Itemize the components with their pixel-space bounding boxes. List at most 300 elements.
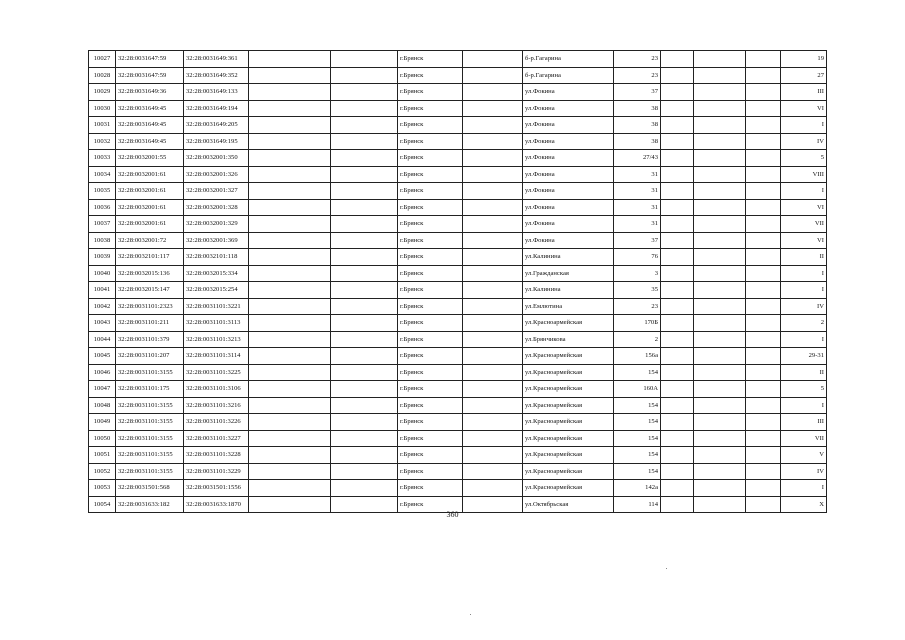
cell-empty <box>694 463 746 480</box>
cell-object-cadastral-number: 32:28:0031501:1556 <box>184 480 249 497</box>
cell-parcel-cadastral-number: 32:28:0032001:55 <box>116 150 184 167</box>
cell-empty <box>463 298 523 315</box>
table-row <box>89 67 827 84</box>
cell-empty <box>331 84 398 101</box>
cell-empty <box>463 265 523 282</box>
cell-premises: V <box>781 447 827 464</box>
cell-empty <box>463 397 523 414</box>
cell-parcel-cadastral-number: 32:28:0031101:211 <box>116 315 184 332</box>
cell-object-cadastral-number: 32:28:0031633:1870 <box>184 496 249 513</box>
cell-empty <box>694 430 746 447</box>
cell-empty <box>249 348 331 365</box>
cell-city: г.Брянск <box>398 199 463 216</box>
cell-empty <box>746 51 781 68</box>
cell-empty <box>463 199 523 216</box>
cell-object-cadastral-number: 32:28:0032001:326 <box>184 166 249 183</box>
cell-city: г.Брянск <box>398 84 463 101</box>
cell-record-number: 10028 <box>89 67 116 84</box>
cell-empty <box>249 232 331 249</box>
cell-empty <box>694 117 746 134</box>
cell-object-cadastral-number: 32:28:0031101:3106 <box>184 381 249 398</box>
cell-street: ул.Калинина <box>523 282 614 299</box>
cell-premises: III <box>781 414 827 431</box>
table-row <box>89 51 827 68</box>
cell-city: г.Брянск <box>398 249 463 266</box>
cell-parcel-cadastral-number: 32:28:0032001:61 <box>116 183 184 200</box>
cell-record-number: 10033 <box>89 150 116 167</box>
cell-premises: I <box>781 183 827 200</box>
cell-empty <box>694 282 746 299</box>
cell-premises: I <box>781 282 827 299</box>
cell-empty <box>661 199 694 216</box>
cell-city: г.Брянск <box>398 216 463 233</box>
cell-premises: VII <box>781 216 827 233</box>
cell-empty <box>661 364 694 381</box>
cell-empty <box>661 298 694 315</box>
cell-house: 170Б <box>614 315 661 332</box>
table-row <box>89 331 827 348</box>
cell-empty <box>249 364 331 381</box>
cell-city: г.Брянск <box>398 51 463 68</box>
cell-empty <box>331 216 398 233</box>
table-row <box>89 183 827 200</box>
cell-parcel-cadastral-number: 32:28:0031649:45 <box>116 100 184 117</box>
cell-street: ул.Красноармейская <box>523 463 614 480</box>
cell-empty <box>463 249 523 266</box>
cell-empty <box>249 298 331 315</box>
cell-empty <box>746 100 781 117</box>
cell-city: г.Брянск <box>398 348 463 365</box>
cell-street: ул.Красноармейская <box>523 381 614 398</box>
cell-parcel-cadastral-number: 32:28:0032015:136 <box>116 265 184 282</box>
cell-empty <box>331 298 398 315</box>
cell-empty <box>694 100 746 117</box>
cell-empty <box>463 51 523 68</box>
cell-parcel-cadastral-number: 32:28:0031101:3155 <box>116 397 184 414</box>
cell-empty <box>331 265 398 282</box>
cell-object-cadastral-number: 32:28:0031649:205 <box>184 117 249 134</box>
cell-empty <box>746 216 781 233</box>
cell-empty <box>746 199 781 216</box>
cell-empty <box>661 133 694 150</box>
cell-premises: IV <box>781 133 827 150</box>
cell-parcel-cadastral-number: 32:28:0032001:61 <box>116 199 184 216</box>
page-number: 360 <box>446 510 459 519</box>
cell-empty <box>249 397 331 414</box>
cell-empty <box>463 315 523 332</box>
cell-empty <box>249 150 331 167</box>
cell-empty <box>661 84 694 101</box>
cell-empty <box>463 430 523 447</box>
cell-city: г.Брянск <box>398 496 463 513</box>
cell-empty <box>661 51 694 68</box>
cell-empty <box>661 414 694 431</box>
cell-street: ул.Красноармейская <box>523 414 614 431</box>
cell-empty <box>694 67 746 84</box>
table-row <box>89 364 827 381</box>
cell-house: 35 <box>614 282 661 299</box>
cell-empty <box>746 381 781 398</box>
cell-empty <box>746 183 781 200</box>
cell-empty <box>661 249 694 266</box>
cell-record-number: 10054 <box>89 496 116 513</box>
cell-city: г.Брянск <box>398 381 463 398</box>
cell-house: 37 <box>614 84 661 101</box>
cell-house: 3 <box>614 265 661 282</box>
cell-empty <box>463 348 523 365</box>
cell-object-cadastral-number: 32:28:0032001:328 <box>184 199 249 216</box>
cell-empty <box>694 298 746 315</box>
table-row <box>89 249 827 266</box>
cell-empty <box>746 463 781 480</box>
cell-premises: I <box>781 331 827 348</box>
cell-empty <box>661 447 694 464</box>
cell-city: г.Брянск <box>398 331 463 348</box>
cell-premises: II <box>781 249 827 266</box>
cell-empty <box>249 480 331 497</box>
cell-record-number: 10029 <box>89 84 116 101</box>
table-row <box>89 463 827 480</box>
cell-empty <box>661 265 694 282</box>
cell-object-cadastral-number: 32:28:0031101:3226 <box>184 414 249 431</box>
cell-premises: IV <box>781 463 827 480</box>
cell-parcel-cadastral-number: 32:28:0031501:568 <box>116 480 184 497</box>
cell-street: ул.Красноармейская <box>523 430 614 447</box>
register-body <box>89 51 827 513</box>
table-row <box>89 447 827 464</box>
cell-empty <box>746 480 781 497</box>
cell-house: 76 <box>614 249 661 266</box>
cell-premises: I <box>781 265 827 282</box>
cell-record-number: 10035 <box>89 183 116 200</box>
cell-empty <box>463 216 523 233</box>
cell-empty <box>694 414 746 431</box>
table-row <box>89 298 827 315</box>
cell-empty <box>463 150 523 167</box>
cell-empty <box>249 414 331 431</box>
cell-city: г.Брянск <box>398 298 463 315</box>
cell-parcel-cadastral-number: 32:28:0031101:175 <box>116 381 184 398</box>
cell-empty <box>249 51 331 68</box>
cell-street: ул.Красноармейская <box>523 397 614 414</box>
cell-house: 37 <box>614 232 661 249</box>
cell-empty <box>694 133 746 150</box>
table-row <box>89 414 827 431</box>
cell-object-cadastral-number: 32:28:0032001:329 <box>184 216 249 233</box>
cell-empty <box>746 331 781 348</box>
cell-street: ул.Калинина <box>523 249 614 266</box>
cell-city: г.Брянск <box>398 150 463 167</box>
cell-empty <box>463 447 523 464</box>
cell-street: ул.Красноармейская <box>523 348 614 365</box>
cell-empty <box>694 265 746 282</box>
cell-record-number: 10027 <box>89 51 116 68</box>
cell-empty <box>694 447 746 464</box>
cell-record-number: 10043 <box>89 315 116 332</box>
table-row <box>89 216 827 233</box>
cell-street: ул.Фокина <box>523 100 614 117</box>
cell-street: б-р.Гагарина <box>523 51 614 68</box>
cell-empty <box>746 397 781 414</box>
cell-empty <box>463 67 523 84</box>
cell-empty <box>331 67 398 84</box>
cell-empty <box>694 84 746 101</box>
cell-record-number: 10041 <box>89 282 116 299</box>
cell-city: г.Брянск <box>398 397 463 414</box>
cell-house: 38 <box>614 117 661 134</box>
cell-object-cadastral-number: 32:28:0031649:133 <box>184 84 249 101</box>
cell-house: 114 <box>614 496 661 513</box>
cell-empty <box>249 265 331 282</box>
cell-empty <box>746 133 781 150</box>
cell-empty <box>463 117 523 134</box>
cell-parcel-cadastral-number: 32:28:0031647:59 <box>116 51 184 68</box>
cell-empty <box>249 249 331 266</box>
cell-street: ул.Фокина <box>523 133 614 150</box>
cell-street: ул.Фокина <box>523 199 614 216</box>
cell-premises: II <box>781 364 827 381</box>
cell-street: ул.Емлютина <box>523 298 614 315</box>
cell-empty <box>694 166 746 183</box>
cell-street: ул.Красноармейская <box>523 447 614 464</box>
cell-city: г.Брянск <box>398 232 463 249</box>
cell-empty <box>463 381 523 398</box>
cell-empty <box>746 414 781 431</box>
cell-empty <box>249 315 331 332</box>
cell-empty <box>746 117 781 134</box>
cell-city: г.Брянск <box>398 430 463 447</box>
cell-parcel-cadastral-number: 32:28:0031647:59 <box>116 67 184 84</box>
cell-parcel-cadastral-number: 32:28:0032001:61 <box>116 166 184 183</box>
table-row <box>89 397 827 414</box>
cell-empty <box>331 166 398 183</box>
cell-empty <box>661 397 694 414</box>
cell-empty <box>746 348 781 365</box>
cell-empty <box>746 166 781 183</box>
cell-premises: 19 <box>781 51 827 68</box>
cell-empty <box>331 447 398 464</box>
cell-record-number: 10036 <box>89 199 116 216</box>
cell-record-number: 10031 <box>89 117 116 134</box>
cell-parcel-cadastral-number: 32:28:0031101:3155 <box>116 463 184 480</box>
cell-empty <box>463 414 523 431</box>
cell-parcel-cadastral-number: 32:28:0032001:61 <box>116 216 184 233</box>
cell-city: г.Брянск <box>398 183 463 200</box>
cell-house: 156а <box>614 348 661 365</box>
cell-house: 154 <box>614 430 661 447</box>
cell-empty <box>331 348 398 365</box>
cell-object-cadastral-number: 32:28:0031101:3213 <box>184 331 249 348</box>
cell-empty <box>661 381 694 398</box>
cell-city: г.Брянск <box>398 67 463 84</box>
cell-empty <box>661 463 694 480</box>
cell-empty <box>331 150 398 167</box>
cell-empty <box>249 216 331 233</box>
cell-empty <box>746 315 781 332</box>
cell-empty <box>249 84 331 101</box>
cell-record-number: 10040 <box>89 265 116 282</box>
cell-parcel-cadastral-number: 32:28:0032001:72 <box>116 232 184 249</box>
cell-empty <box>694 51 746 68</box>
cell-empty <box>331 430 398 447</box>
cell-empty <box>331 364 398 381</box>
cell-empty <box>249 100 331 117</box>
cell-empty <box>694 331 746 348</box>
cell-record-number: 10045 <box>89 348 116 365</box>
cell-record-number: 10044 <box>89 331 116 348</box>
cell-street: ул.Фокина <box>523 150 614 167</box>
cell-empty <box>661 166 694 183</box>
table-row <box>89 199 827 216</box>
cell-object-cadastral-number: 32:28:0031101:3113 <box>184 315 249 332</box>
property-register-table <box>88 50 827 513</box>
cell-city: г.Брянск <box>398 265 463 282</box>
cell-empty <box>331 480 398 497</box>
cell-empty <box>249 463 331 480</box>
cell-empty <box>331 414 398 431</box>
cell-premises: X <box>781 496 827 513</box>
cell-empty <box>331 463 398 480</box>
cell-city: г.Брянск <box>398 282 463 299</box>
cell-empty <box>694 315 746 332</box>
cell-object-cadastral-number: 32:28:0032001:327 <box>184 183 249 200</box>
cell-record-number: 10034 <box>89 166 116 183</box>
cell-record-number: 10049 <box>89 414 116 431</box>
cell-empty <box>694 183 746 200</box>
cell-parcel-cadastral-number: 32:28:0031101:2323 <box>116 298 184 315</box>
table-row <box>89 480 827 497</box>
cell-empty <box>249 166 331 183</box>
cell-parcel-cadastral-number: 32:28:0031633:182 <box>116 496 184 513</box>
cell-street: ул.Фокина <box>523 183 614 200</box>
cell-object-cadastral-number: 32:28:0031649:361 <box>184 51 249 68</box>
cell-house: 31 <box>614 199 661 216</box>
table-row <box>89 150 827 167</box>
cell-empty <box>661 100 694 117</box>
cell-street: ул.Фокина <box>523 232 614 249</box>
cell-empty <box>463 133 523 150</box>
cell-object-cadastral-number: 32:28:0031649:194 <box>184 100 249 117</box>
cell-empty <box>463 463 523 480</box>
cell-empty <box>661 331 694 348</box>
cell-record-number: 10053 <box>89 480 116 497</box>
table-row <box>89 315 827 332</box>
cell-city: г.Брянск <box>398 166 463 183</box>
cell-empty <box>249 117 331 134</box>
cell-street: б-р.Гагарина <box>523 67 614 84</box>
cell-record-number: 10051 <box>89 447 116 464</box>
cell-empty <box>463 232 523 249</box>
cell-object-cadastral-number: 32:28:0031101:3228 <box>184 447 249 464</box>
cell-house: 23 <box>614 67 661 84</box>
cell-record-number: 10039 <box>89 249 116 266</box>
cell-premises: I <box>781 397 827 414</box>
cell-empty <box>463 480 523 497</box>
cell-object-cadastral-number: 32:28:0031649:352 <box>184 67 249 84</box>
cell-house: 31 <box>614 166 661 183</box>
cell-empty <box>746 282 781 299</box>
cell-house: 2 <box>614 331 661 348</box>
cell-house: 154 <box>614 364 661 381</box>
cell-street: ул.Гражданская <box>523 265 614 282</box>
cell-house: 23 <box>614 51 661 68</box>
cell-premises: VI <box>781 100 827 117</box>
cell-premises: 27 <box>781 67 827 84</box>
cell-object-cadastral-number: 32:28:0032001:350 <box>184 150 249 167</box>
cell-object-cadastral-number: 32:28:0032015:254 <box>184 282 249 299</box>
cell-street: ул.Красноармейская <box>523 315 614 332</box>
cell-object-cadastral-number: 32:28:0031101:3227 <box>184 430 249 447</box>
cell-street: ул.Красноармейская <box>523 480 614 497</box>
cell-object-cadastral-number: 32:28:0032001:369 <box>184 232 249 249</box>
cell-empty <box>746 249 781 266</box>
cell-house: 142а <box>614 480 661 497</box>
cell-parcel-cadastral-number: 32:28:0031101:3155 <box>116 430 184 447</box>
cell-empty <box>694 216 746 233</box>
cell-premises: 5 <box>781 381 827 398</box>
cell-street: ул.Фокина <box>523 166 614 183</box>
cell-parcel-cadastral-number: 32:28:0031649:45 <box>116 117 184 134</box>
cell-empty <box>331 183 398 200</box>
cell-empty <box>694 397 746 414</box>
cell-empty <box>746 150 781 167</box>
cell-empty <box>694 348 746 365</box>
cell-parcel-cadastral-number: 32:28:0031101:207 <box>116 348 184 365</box>
cell-house: 154 <box>614 414 661 431</box>
cell-city: г.Брянск <box>398 447 463 464</box>
cell-empty <box>331 282 398 299</box>
cell-parcel-cadastral-number: 32:28:0031101:3155 <box>116 414 184 431</box>
cell-record-number: 10032 <box>89 133 116 150</box>
cell-record-number: 10048 <box>89 397 116 414</box>
cell-street: ул.Фокина <box>523 84 614 101</box>
cell-premises: VI <box>781 232 827 249</box>
table-row <box>89 117 827 134</box>
cell-empty <box>331 331 398 348</box>
cell-house: 154 <box>614 397 661 414</box>
table-row <box>89 265 827 282</box>
cell-empty <box>746 430 781 447</box>
cell-empty <box>694 364 746 381</box>
cell-premises: 5 <box>781 150 827 167</box>
cell-object-cadastral-number: 32:28:0032101:118 <box>184 249 249 266</box>
cell-record-number: 10052 <box>89 463 116 480</box>
cell-object-cadastral-number: 32:28:0032015:334 <box>184 265 249 282</box>
cell-empty <box>661 315 694 332</box>
cell-empty <box>249 183 331 200</box>
cell-house: 154 <box>614 463 661 480</box>
cell-premises: 29-31 <box>781 348 827 365</box>
cell-empty <box>249 447 331 464</box>
cell-empty <box>331 232 398 249</box>
table-row <box>89 381 827 398</box>
cell-empty <box>746 447 781 464</box>
cell-street: ул.Фокина <box>523 117 614 134</box>
cell-city: г.Брянск <box>398 480 463 497</box>
cell-empty <box>331 51 398 68</box>
cell-empty <box>661 348 694 365</box>
cell-house: 154 <box>614 447 661 464</box>
cell-empty <box>249 282 331 299</box>
cell-empty <box>249 67 331 84</box>
scan-speck <box>666 568 667 569</box>
cell-record-number: 10038 <box>89 232 116 249</box>
cell-city: г.Брянск <box>398 414 463 431</box>
cell-empty <box>661 282 694 299</box>
cell-empty <box>463 183 523 200</box>
cell-street: ул.Октябрьская <box>523 496 614 513</box>
cell-record-number: 10030 <box>89 100 116 117</box>
